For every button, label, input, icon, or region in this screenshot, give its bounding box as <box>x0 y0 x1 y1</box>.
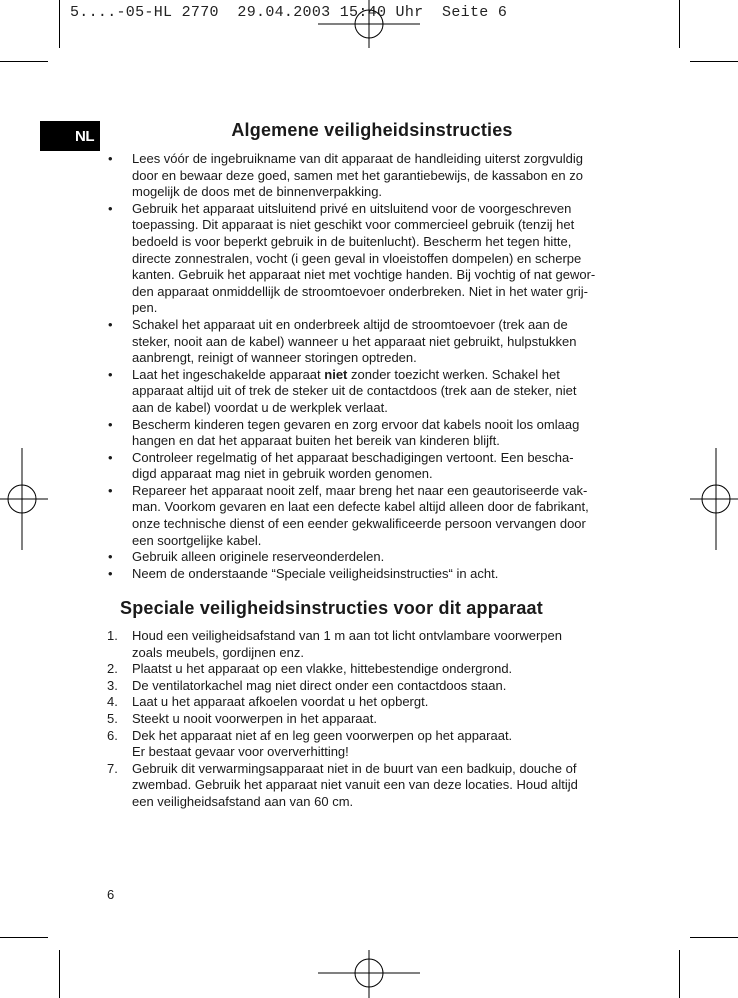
section-title-special-safety: Speciale veiligheidsinstructies voor dit apparaat <box>120 598 543 618</box>
crop-mark-top-right-horizontal <box>690 61 738 62</box>
registration-mark-right-icon <box>690 448 738 550</box>
list-item: • Repareer het apparaat nooit zelf, maar breng het naar een geautoriseerde vak- man. Voorkom gevaren en laat een defecte kabel altijd alleen door de fabrikant, onze technische dienst of een eender gekwalificeerde persoon vervangen door een soortgelijke kabel. <box>108 482 589 548</box>
registration-mark-left-icon <box>0 448 48 550</box>
bullet-icon: • <box>108 449 113 465</box>
item-number: 5. <box>107 710 118 726</box>
item-number: 4. <box>107 694 118 710</box>
list-item: • Gebruik het apparaat uitsluitend privé en uitsluitend voor de voorgeschreven toepassing. Dit apparaat is niet geschikt voor commercieel gebruik (tenzij het bedoeld is voor beperkt gebruik in de buitenlucht). Bescherm het tegen hitte, directe zonnestralen, vocht (i geen geval in vloeistoffen dompelen) en scherpe kanten. Gebruik het apparaat niet met vochtige handen. Bij vochtig of nat gewor- den apparaat onmiddellijk de stroomtoevoer onderbreken. Niet in het water grij- pen. <box>108 200 596 316</box>
list-item: • Bescherm kinderen tegen gevaren en zorg ervoor dat kabels nooit los omlaag hangen en dat het apparaat buiten het bereik van kinderen blijft. <box>108 416 580 449</box>
bullet-icon: • <box>108 200 113 216</box>
crop-mark-bottom-left-horizontal <box>0 937 48 938</box>
list-item: • Laat het ingeschakelde apparaat niet zonder toezicht werken. Schakel het apparaat altijd uit of trek de steker uit de contactdoos (trek aan de steker, niet aan de kabel) voordat u de werkplek verlaat. <box>108 366 577 415</box>
list-item: • Neem de onderstaande “Speciale veiligheidsinstructies“ in acht. <box>108 565 499 581</box>
item-number: 6. <box>107 727 118 743</box>
bullet-icon: • <box>108 151 113 166</box>
language-tab: NL <box>40 121 100 151</box>
item-number: 2. <box>107 661 118 677</box>
list-item: 3. De ventilatorkachel mag niet direct onder een contactdoos staan. <box>107 677 507 693</box>
bullet-icon: • <box>108 482 113 498</box>
bullet-icon: • <box>108 416 113 432</box>
page-number: 6 <box>107 887 115 902</box>
list-item: 1. Houd een veiligheidsafstand van 1 m aan tot licht ontvlambare voorwerpen zoals meubels, gordijnen enz. <box>107 628 562 660</box>
item-number: 1. <box>107 628 118 643</box>
bullet-icon: • <box>108 565 113 581</box>
emphasis-niet: niet <box>324 366 348 382</box>
special-safety-list <box>107 628 639 811</box>
list-item: 6. Dek het apparaat niet af en leg geen voorwerpen op het apparaat. Er bestaat gevaar voor oververhitting! <box>107 727 513 760</box>
list-item: 2. Plaatst u het apparaat op een vlakke, hittebestendige ondergrond. <box>107 661 513 677</box>
registration-mark-bottom-icon <box>318 950 420 998</box>
crop-mark-bottom-left-vertical <box>59 950 60 998</box>
list-item: • Lees vóór de ingebruikname van dit apparaat de handleiding uiterst zorgvuldig door en bewaar deze goed, samen met het garantiebewijs, de kassabon en zo mogelijk de doos met de binnenverpakking. <box>108 151 583 200</box>
list-item: 5. Steekt u nooit voorwerpen in het apparaat. <box>107 710 377 726</box>
list-item: • Schakel het apparaat uit en onderbreek altijd de stroomtoevoer (trek aan de steker, nooit aan de kabel) wanneer u het apparaat niet gebruikt, hulpstukken aanbrengt, reinigt of wanneer storingen optreden. <box>108 316 577 366</box>
item-number: 7. <box>107 760 118 776</box>
crop-mark-top-left-vertical <box>59 0 60 48</box>
list-item: 4. Laat u het apparaat afkoelen voordat u het opbergt. <box>107 694 429 710</box>
bullet-icon: • <box>108 549 113 565</box>
crop-mark-bottom-right-horizontal <box>690 937 738 938</box>
crop-mark-bottom-right-vertical <box>679 950 680 998</box>
list-item: • Controleer regelmatig of het apparaat beschadigingen vertoont. Een bescha- digd apparaat mag niet in gebruik worden genomen. <box>108 449 574 482</box>
bullet-icon: • <box>108 316 113 332</box>
section-title-general-safety: Algemene veiligheidsinstructies <box>231 120 513 140</box>
crop-mark-top-right-vertical <box>679 0 680 48</box>
bullet-icon: • <box>108 366 113 382</box>
item-number: 3. <box>107 677 118 693</box>
registration-mark-top-icon <box>318 0 420 48</box>
list-item: 7. Gebruik dit verwarmingsapparaat niet in de buurt van een badkuip, douche of zwembad. Gebruik het apparaat niet vanuit een van deze locaties. Houd altijd een veiligheidsafstand aan van 60 cm. <box>107 760 578 809</box>
print-slug: 5....-05-HL 2770 29.04.2003 15:40 Uhr Seite 6 <box>70 4 508 21</box>
list-item: • Gebruik alleen originele reserveonderdelen. <box>108 549 385 565</box>
general-safety-list <box>107 151 639 582</box>
crop-mark-top-left-horizontal <box>0 61 48 62</box>
